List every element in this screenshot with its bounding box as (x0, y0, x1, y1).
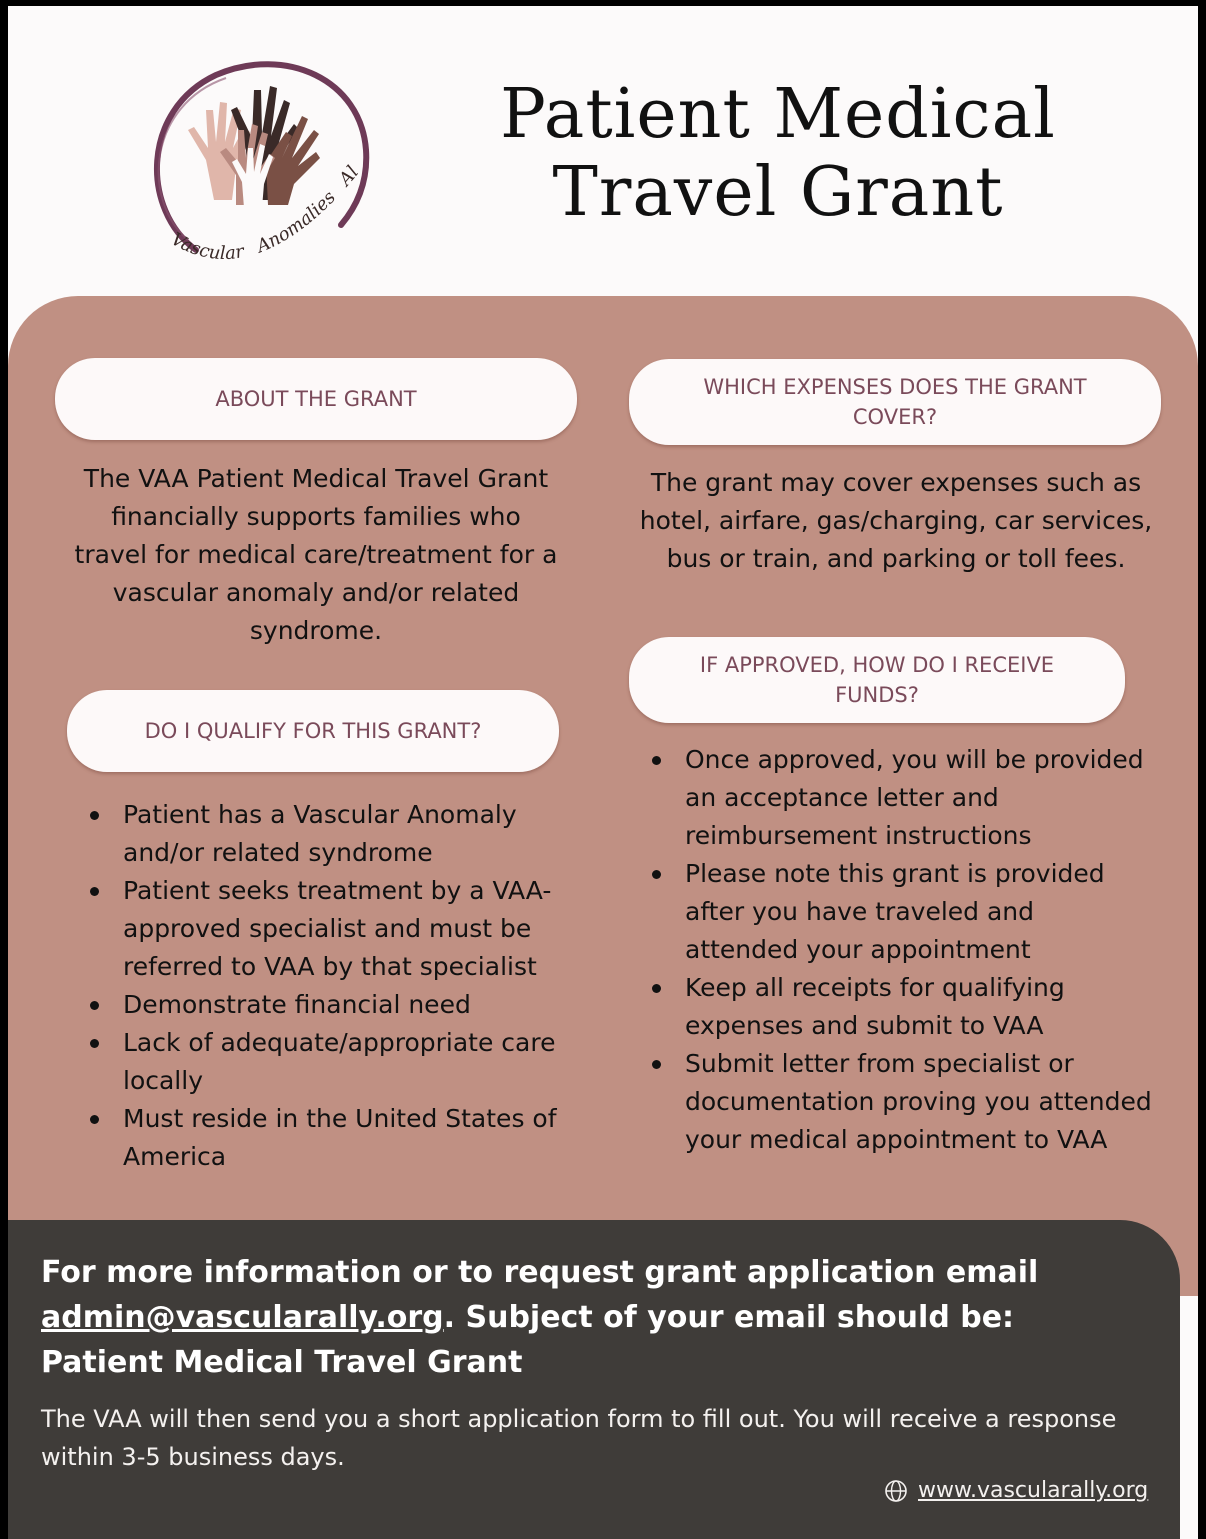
response-note: The VAA will then send you a short application form to fill out. You will receive a response within 3-5 business days. (41, 1405, 1117, 1471)
title-line-1: Patient Medical (500, 75, 1056, 154)
logo-word-1: Vascular (167, 228, 246, 265)
contact-prefix: For more information or to request grant application email (41, 1255, 1039, 1290)
list-item: Patient seeks treatment by a VAA-approved specialist and must be referred to VAA by that specialist (90, 872, 560, 986)
list-item: Demonstrate financial need (90, 986, 560, 1024)
list-item: Lack of adequate/appropriate care locally (90, 1024, 560, 1100)
list-item: Keep all receipts for qualifying expenses and submit to VAA (652, 969, 1152, 1045)
vaa-logo-graphic (136, 50, 386, 290)
expenses-heading: WHICH EXPENSES DOES THE GRANT COVER? (629, 359, 1161, 445)
title-line-2: Travel Grant (552, 153, 1004, 232)
funds-list (652, 741, 1152, 1159)
qualify-heading: DO I QUALIFY FOR THIS GRANT? (67, 690, 559, 772)
about-text: The VAA Patient Medical Travel Grant financially supports families who travel for medical care/treatment for a vascular anomaly and/or related syndrome. (74, 464, 558, 645)
contact-suffix: . Subject of your email should be: (443, 1300, 1015, 1335)
list-item: Please note this grant is provided after you have traveled and attended your appointment (652, 855, 1152, 969)
logo-word-2: Anomalies (253, 186, 340, 258)
contact-info (41, 1250, 1121, 1385)
expenses-text: The grant may cover expenses such as hotel, airfare, gas/charging, car services, bus or train, and parking or toll fees. (639, 468, 1153, 573)
website-link[interactable]: www.vascularally.org (918, 1478, 1149, 1503)
about-heading: ABOUT THE GRANT (55, 358, 577, 440)
flyer (8, 6, 1198, 1539)
email-subject: Patient Medical Travel Grant (41, 1345, 523, 1380)
email-link[interactable]: admin@vascularally.org (41, 1300, 444, 1335)
hands-icon (188, 86, 320, 208)
logo-word-3: Al (334, 162, 363, 190)
funds-heading: IF APPROVED, HOW DO I RECEIVE FUNDS? (629, 637, 1125, 723)
page-title (478, 76, 1078, 232)
list-item: Must reside in the United States of America (90, 1100, 560, 1176)
list-item: Patient has a Vascular Anomaly and/or related syndrome (90, 796, 560, 872)
qualify-list (90, 796, 560, 1176)
globe-icon (884, 1479, 908, 1503)
vaa-logo (136, 50, 386, 290)
footer (8, 1220, 1180, 1539)
list-item: Submit letter from specialist or documentation proving you attended your medical appointment to VAA (652, 1045, 1152, 1159)
website[interactable] (884, 1478, 1148, 1503)
content-panel (8, 296, 1198, 1296)
list-item: Once approved, you will be provided an acceptance letter and reimbursement instructions (652, 741, 1152, 855)
